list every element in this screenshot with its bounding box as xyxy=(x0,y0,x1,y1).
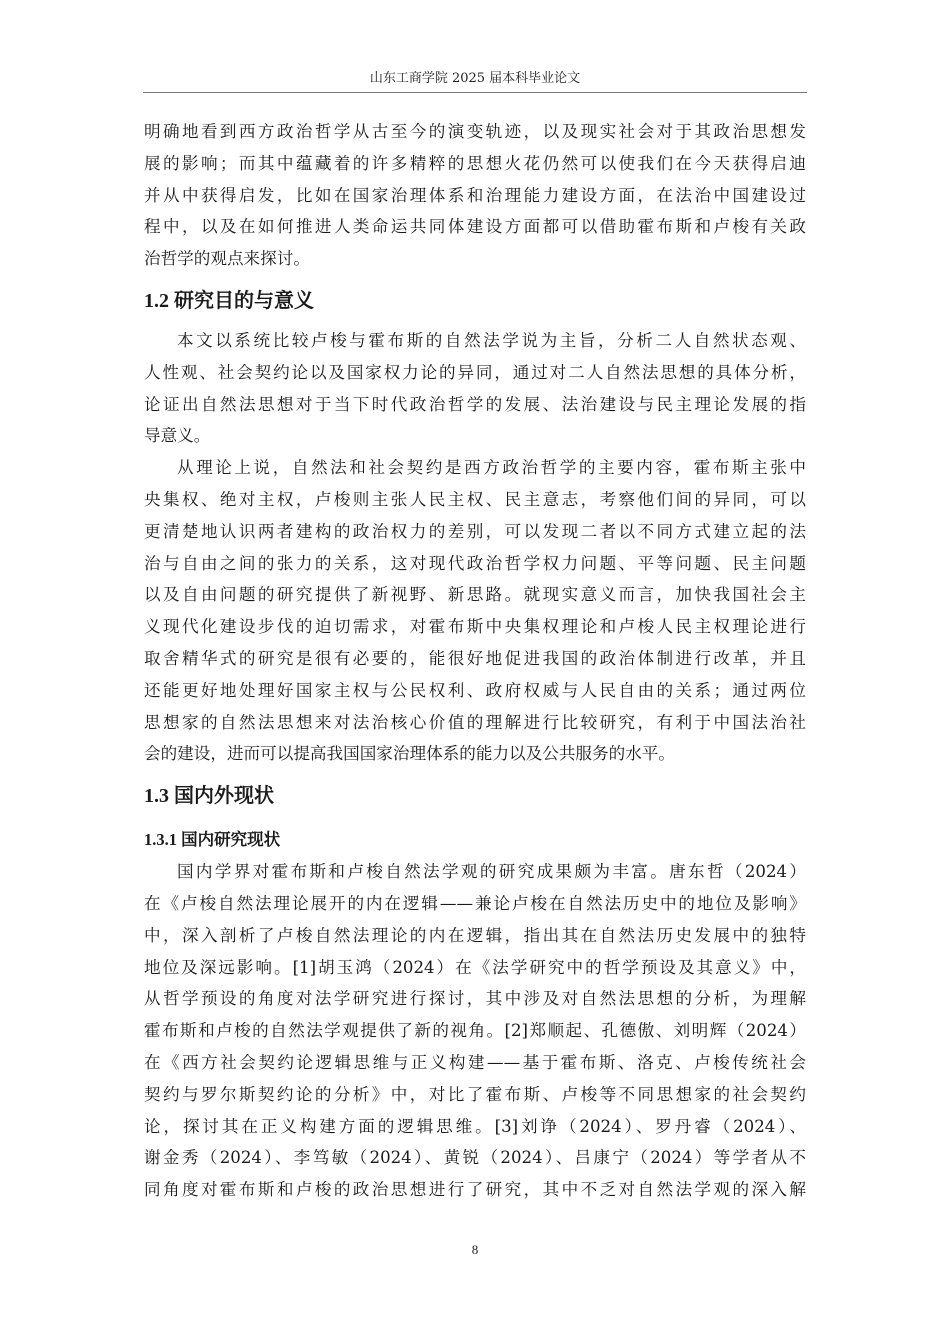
section-heading-1-2: 1.2 研究目的与意义 xyxy=(144,289,314,312)
paragraph-line: 谢金秀（2024）、李笃敏（2024）、黄锐（2024）、吕康宁（2024）等学者从不 xyxy=(144,1148,806,1168)
paragraph-line: 并从中获得启发，比如在国家治理体系和治理能力建设方面，在法治中国建设过 xyxy=(144,185,806,205)
purpose-paragraph xyxy=(144,325,806,452)
paragraph-line: 治哲学的观点来探讨。 xyxy=(144,249,310,269)
paragraph-line: 以及自由问题的研究提供了新视野、新思路。就现实意义而言，加快我国社会主 xyxy=(144,585,806,605)
paragraph-line: 展的影响；而其中蕴藏着的许多精粹的思想火花仍然可以使我们在今天获得启迪 xyxy=(144,153,806,173)
paragraph-line: 人性观、社会契约论以及国家权力论的异同，通过对二人自然法思想的具体分析， xyxy=(144,362,806,382)
intro-paragraph xyxy=(144,116,806,275)
paragraph-line: 同角度对霍布斯和卢梭的政治思想进行了研究，其中不乏对自然法学观的深入解 xyxy=(144,1180,806,1200)
paragraph-line: 思想家的自然法思想来对法治核心价值的理解进行比较研究，有利于中国法治社 xyxy=(144,712,806,732)
paragraph-line: 会的建设，进而可以提高我国国家治理体系的能力以及公共服务的水平。 xyxy=(144,744,675,764)
running-header: 山东工商学院 2025 届本科毕业论文 xyxy=(369,71,581,86)
header-rule xyxy=(143,92,807,93)
subsection-heading-1-3-1: 1.3.1 国内研究现状 xyxy=(144,830,281,850)
paragraph-line: 取舍精华式的研究是很有必要的，能很好地促进我国的政治体制进行改革，并且 xyxy=(144,648,806,668)
significance-paragraph xyxy=(144,452,806,770)
paragraph-line: 还能更好地处理好国家主权与公民权利、政府权威与人民自由的关系；通过两位 xyxy=(144,680,806,700)
paragraph-line: 从哲学预设的角度对法学研究进行探讨，其中涉及对自然法思想的分析，为理解 xyxy=(144,989,806,1009)
paragraph-line: 国内学界对霍布斯和卢梭自然法学观的研究成果颇为丰富。唐东哲（2024） xyxy=(177,862,806,882)
paragraph-line: 治与自由之间的张力的关系，这对现代政治哲学权力问题、平等问题、民主问题 xyxy=(144,553,806,573)
paragraph-line: 程中，以及在如何推进人类命运共同体建设方面都可以借助霍布斯和卢梭有关政 xyxy=(144,217,806,237)
paragraph-line: 在《卢梭自然法理论展开的内在逻辑——兼论卢梭在自然法历史中的地位及影响》 xyxy=(144,893,806,913)
paragraph-line: 中，深入剖析了卢梭自然法理论的内在逻辑，指出其在自然法历史发展中的独特 xyxy=(144,925,806,945)
page-number: 8 xyxy=(471,1242,479,1257)
page-body xyxy=(144,116,806,1206)
section-heading-1-3: 1.3 国内外现状 xyxy=(144,785,274,808)
paragraph-line: 更清楚地认识两者建构的政治权力的差别，可以发现二者以不同方式建立起的法 xyxy=(144,521,806,541)
paragraph-line: 地位及深远影响。[1]胡玉鸿（2024）在《法学研究中的哲学预设及其意义》中， xyxy=(144,957,806,977)
domestic-research-paragraph xyxy=(144,856,806,1206)
paragraph-line: 本文以系统比较卢梭与霍布斯的自然法学说为主旨，分析二人自然状态观、 xyxy=(177,330,806,350)
paragraph-line: 明确地看到西方政治哲学从古至今的演变轨迹，以及现实社会对于其政治思想发 xyxy=(144,122,806,141)
paragraph-line: 从理论上说，自然法和社会契约是西方政治哲学的主要内容，霍布斯主张中 xyxy=(177,458,806,478)
paragraph-line: 义现代化建设步伐的迫切需求，对霍布斯中央集权理论和卢梭人民主权理论进行 xyxy=(144,617,806,637)
paragraph-line: 霍布斯和卢梭的自然法学观提供了新的视角。[2]郑顺起、孔德傲、刘明辉（2024） xyxy=(144,1021,806,1041)
paragraph-line: 契约与罗尔斯契约论的分析》中，对比了霍布斯、卢梭等不同思想家的社会契约 xyxy=(144,1084,806,1104)
paragraph-line: 导意义。 xyxy=(144,426,211,446)
paragraph-line: 在《西方社会契约论逻辑思维与正义构建——基于霍布斯、洛克、卢梭传统社会 xyxy=(144,1052,806,1072)
paragraph-line: 央集权、绝对主权，卢梭则主张人民主权、民主意志，考察他们间的异同，可以 xyxy=(144,489,806,509)
paragraph-line: 论，探讨其在正义构建方面的逻辑思维。[3]刘诤（2024）、罗丹睿（2024）、 xyxy=(144,1116,806,1136)
paragraph-line: 论证出自然法思想对于当下时代政治哲学的发展、法治建设与民主理论发展的指 xyxy=(144,394,806,414)
